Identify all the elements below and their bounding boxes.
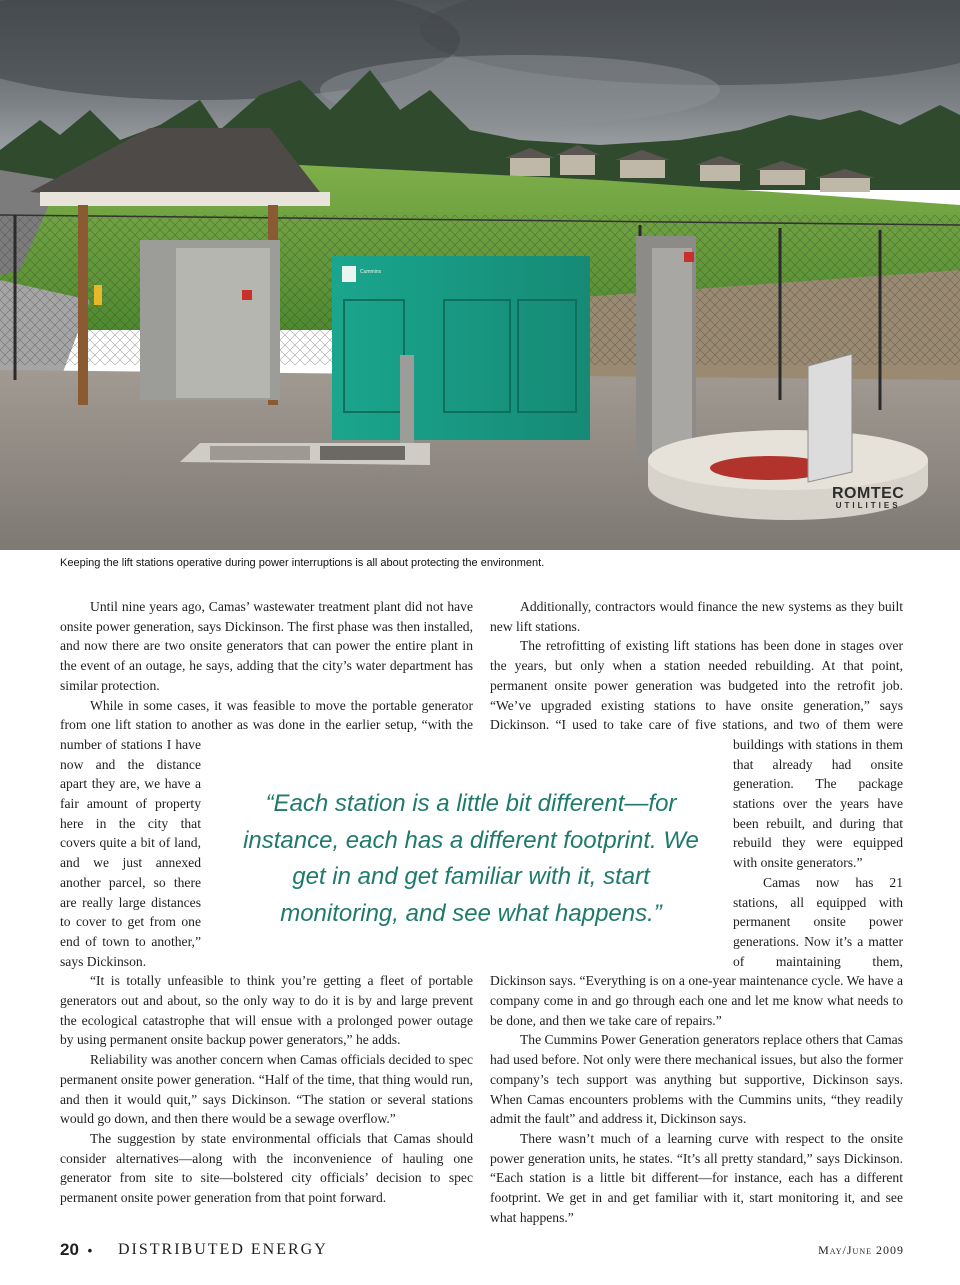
lift-station-photo (0, 0, 960, 550)
left-paragraph: “It is totally unfeasible to think you’re getting a fleet of portable generators out and about, so the only way to do it is by and large prevent the ecological catastrophe that will ensue with a prolonged power outage by using permanent onsite backup power generators,” he adds. (60, 973, 473, 1048)
photo-illustration (0, 0, 960, 550)
issue-date: May/June 2009 (818, 1243, 904, 1257)
left-paragraph: Reliability was another concern when Camas officials decided to spec permanent onsite power generation. “Half of the time, that thing would run, and then it would quit,” says Dickinson. “The station or several stations would go down, and then there would be a sewage overflow.” (60, 1052, 473, 1127)
page-number (60, 1240, 92, 1260)
left-paragraph: The suggestion by state environmental officials that Camas should consider alternatives—along with the inconvenience of hauling one generator from site to site—bolstered city officials’ decision to spec permanent onsite power generation from that point forward. (60, 1130, 473, 1206)
footer-bullet: • (87, 1243, 93, 1258)
right-paragraph: There wasn’t much of a learning curve with respect to the onsite power generation units, he states. “It’s all pretty standard,” says Dickinson. “Each station is a little bit different—for instance, each has a different footprint. We get in and get familiar with it, start monitoring it, and see what happens.” (490, 1130, 903, 1225)
left-paragraph: While in some cases, it was feasible to move the portable generator from one lift station to another as was done in the earlier setup, “with the number of stations I have now and the distance apart they are, we have a fair amount of property here in the city that covers quite a bit of land, and we just annexed another parcel, so there are really large distances to cover to get from one end of town to another,” says Dickinson. (60, 697, 473, 969)
left-paragraph: Until nine years ago, Camas’ wastewater treatment plant did not have onsite power generation, says Dickinson. The first phase was then installed, and now there are two onsite generators that can power the entire plant in the event of an outage, he says, adding that the city’s water department has similar protection. (60, 599, 473, 693)
generator-logo: Cummins (360, 269, 382, 275)
romtec-sign-text: ROMTEC (832, 485, 905, 502)
page-footer (60, 1240, 904, 1264)
right-paragraph: Additionally, contractors would finance the new systems as they built new lift stations. (490, 599, 903, 634)
pull-quote: “Each station is a little bit different—for instance, each has a different footprint. We get in and get familiar with it, start monitoring, and see what happens.” (243, 790, 699, 927)
right-paragraph: The Cummins Power Generation generators replace others that Camas had used before. Not only were there mechanical issues, but also the former company’s tech support was anything but supportive, Dickinson says. When Camas encounters problems with the Cummins units, “they readily admit the fault” and address it, Dickinson says. (490, 1032, 903, 1127)
right-paragraph: The retrofitting of existing lift stations has been done in stages over the years, but only when a station needed rebuilding. At that point, permanent onsite power generation was budgeted into the retrofit job. “We’ve upgraded existing stations to have onsite generation,” says Dickinson. “I used to take care of five stations, and two of them were buildings with stations in them that already had onsite generation. The package stations over the years have been rebuilt, and during that rebuild they were equipped with onsite generators.” (490, 638, 903, 871)
right-paragraph: Camas now has 21 stations, all equipped with permanent onsite power generations. Now it’s a matter of maintaining them, Dickinson says. “Everything is on a one-year maintenance cycle. We have a company come in and go through each one and let me know what needs to be done, and then we take care of repairs.” (490, 874, 903, 1028)
magazine-name: DISTRIBUTED ENERGY (118, 1241, 328, 1258)
romtec-sign-subtext: UTILITIES (835, 501, 901, 510)
page-number-value: 20 (60, 1240, 79, 1259)
photo-caption: Keeping the lift stations operative during power interruptions is all about protecting the environment. (60, 557, 545, 569)
romtec-sign (832, 485, 905, 512)
